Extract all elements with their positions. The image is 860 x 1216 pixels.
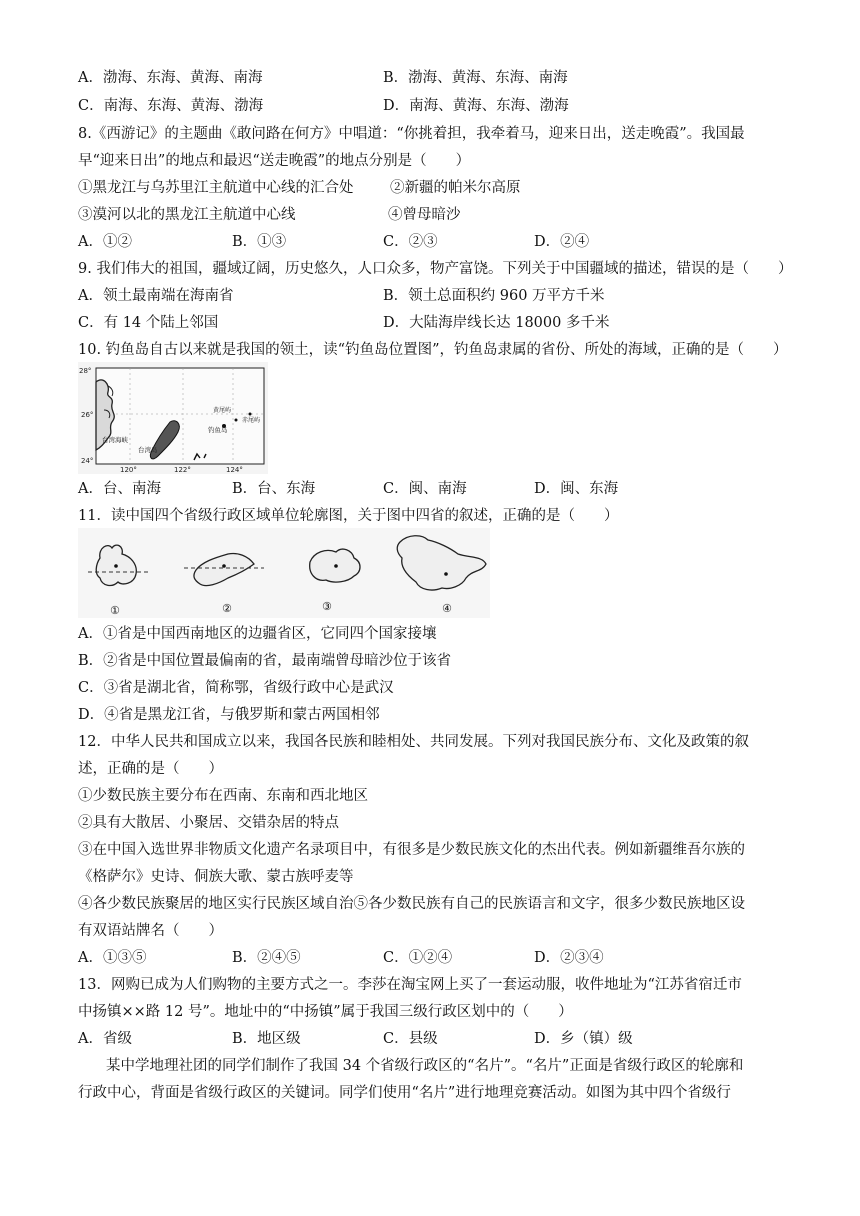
q12-item-4-5-line2: 有双语站牌名（ ） <box>78 923 223 939</box>
q8-option-d[interactable]: D．②④ <box>534 234 590 250</box>
q8-option-b[interactable]: B．①③ <box>232 234 287 250</box>
q9-stem: 9. 我们伟大的祖国，疆域辽阔，历史悠久，人口众多，物产富饶。下列关于中国疆域的描述，错误的是（ ） <box>78 261 793 277</box>
label-taiwan-strait: 台湾海峡 <box>102 436 128 444</box>
map-label-2: ② <box>222 602 232 615</box>
label-diaoyu-island: 钓鱼岛 <box>208 426 228 434</box>
q7-option-b[interactable]: B．渤海、黄海、东海、南海 <box>383 70 568 86</box>
label-huangwei-islet: 黄尾屿 <box>213 407 232 414</box>
q13-stem-line1: 13．网购已成为人们购物的主要方式之一。李莎在淘宝网上买了一套运动服，收件地址为“江苏省宿迁市 <box>78 977 742 993</box>
lat-label-28: 28° <box>79 367 92 375</box>
q13-stem-line2: 中扬镇××路 12 号”。地址中的“中扬镇”属于我国三级行政区划中的（ ） <box>78 1004 573 1020</box>
map-label-4: ④ <box>442 602 452 615</box>
q11-stem: 11．读中国四个省级行政区域单位轮廓图，关于图中四省的叙述，正确的是（ ） <box>78 508 619 524</box>
q8-item-4: ④曾母暗沙 <box>388 207 461 223</box>
q10-stem: 10. 钓鱼岛自古以来就是我国的领土，读“钓鱼岛位置图”，钓鱼岛隶属的省份、所处的海域，正确的是（ ） <box>78 342 788 358</box>
q12-item-3-line1: ③在中国入选世界非物质文化遗产名录项目中，有很多是少数民族文化的杰出代表。例如新疆维吾尔族的 <box>78 842 745 858</box>
q12-stem-line1: 12．中华人民共和国成立以来，我国各民族和睦相处、共同发展。下列对我国民族分布、文化及政策的叙 <box>78 734 749 750</box>
label-chiwei-islet: 赤尾屿 <box>242 417 261 424</box>
q11-option-c[interactable]: C．③省是湖北省，简称鄂，省级行政中心是武汉 <box>78 680 394 696</box>
diaoyu-island-location-map <box>78 362 268 474</box>
q8-option-c[interactable]: C．②③ <box>383 234 438 250</box>
q13-option-c[interactable]: C．县级 <box>383 1031 438 1047</box>
q10-option-a[interactable]: A．台、南海 <box>78 481 161 497</box>
q10-option-d[interactable]: D．闽、东海 <box>534 481 619 497</box>
q7-option-c[interactable]: C．南海、东海、黄海、渤海 <box>78 98 264 114</box>
q12-item-3-line2: 《格萨尔》史诗、侗族大歌、蒙古族呼麦等 <box>78 869 354 885</box>
q11-option-a[interactable]: A．①省是中国西南地区的边疆省区，它同四个国家接壤 <box>78 626 437 642</box>
four-province-outline-map <box>78 528 490 618</box>
q13-option-b[interactable]: B．地区级 <box>232 1031 301 1047</box>
q12-item-4-5-line1: ④各少数民族聚居的地区实行民族区域自治⑤各少数民族有自己的民族语言和文字，很多少数民族地区设 <box>78 896 745 912</box>
label-taiwan-island: 台湾岛 <box>138 446 158 454</box>
q12-stem-line2: 述，正确的是（ ） <box>78 761 223 777</box>
q9-option-d[interactable]: D．大陆海岸线长达 18000 多千米 <box>383 315 610 331</box>
q12-option-d[interactable]: D．②③④ <box>534 950 604 966</box>
map-label-3: ③ <box>322 600 332 613</box>
q8-stem-line1: 8.《西游记》的主题曲《敢问路在何方》中唱道：“你挑着担，我牵着马，迎来日出，送走晚霞”。我国最 <box>78 126 745 142</box>
q9-option-b[interactable]: B．领土总面积约 960 万平方千米 <box>383 288 605 304</box>
q12-option-b[interactable]: B．②④⑤ <box>232 950 301 966</box>
q11-option-d[interactable]: D．④省是黑龙江省，与俄罗斯和蒙古两国相邻 <box>78 707 380 723</box>
lat-label-24: 24° <box>81 457 94 465</box>
q11-option-b[interactable]: B．②省是中国位置最偏南的省，最南端曾母暗沙位于该省 <box>78 653 452 669</box>
q8-item-3: ③漠河以北的黑龙江主航道中心线 <box>78 207 296 223</box>
q12-item-2: ②具有大散居、小聚居、交错杂居的特点 <box>78 815 339 831</box>
lat-label-26: 26° <box>81 411 94 419</box>
q12-option-a[interactable]: A．①③⑤ <box>78 950 147 966</box>
q12-option-c[interactable]: C．①②④ <box>383 950 453 966</box>
q9-option-a[interactable]: A．领土最南端在海南省 <box>78 288 234 304</box>
q10-option-c[interactable]: C．闽、南海 <box>383 481 467 497</box>
q8-stem-line2: 早“迎来日出”的地点和最迟“送走晚霞”的地点分别是（ ） <box>78 153 471 169</box>
q12-item-1: ①少数民族主要分布在西南、东南和西北地区 <box>78 788 368 804</box>
q8-option-a[interactable]: A．①② <box>78 234 132 250</box>
q13-option-d[interactable]: D．乡（镇）级 <box>534 1031 633 1047</box>
q8-item-2: ②新疆的帕米尔高原 <box>390 180 521 196</box>
q10-option-b[interactable]: B．台、东海 <box>232 481 316 497</box>
q13-option-a[interactable]: A．省级 <box>78 1031 132 1047</box>
q8-item-1: ①黑龙江与乌苏里江主航道中心线的汇合处 <box>78 180 354 196</box>
q9-option-c[interactable]: C．有 14 个陆上邻国 <box>78 315 219 331</box>
passage-line2: 行政中心，背面是省级行政区的关键词。同学们使用“名片”进行地理竞赛活动。如图为其中四个省级行 <box>78 1085 731 1101</box>
lon-label-120: 120° <box>120 466 137 474</box>
lon-label-124: 124° <box>226 466 243 474</box>
map-label-1: ① <box>110 604 120 617</box>
q7-option-a[interactable]: A．渤海、东海、黄海、南海 <box>78 70 263 86</box>
lon-label-122: 122° <box>174 466 191 474</box>
q7-option-d[interactable]: D．南海、黄海、东海、渤海 <box>383 98 569 114</box>
passage-line1: 某中学地理社团的同学们制作了我国 34 个省级行政区的“名片”。“名片”正面是省级行政区的轮廓和 <box>106 1058 744 1074</box>
